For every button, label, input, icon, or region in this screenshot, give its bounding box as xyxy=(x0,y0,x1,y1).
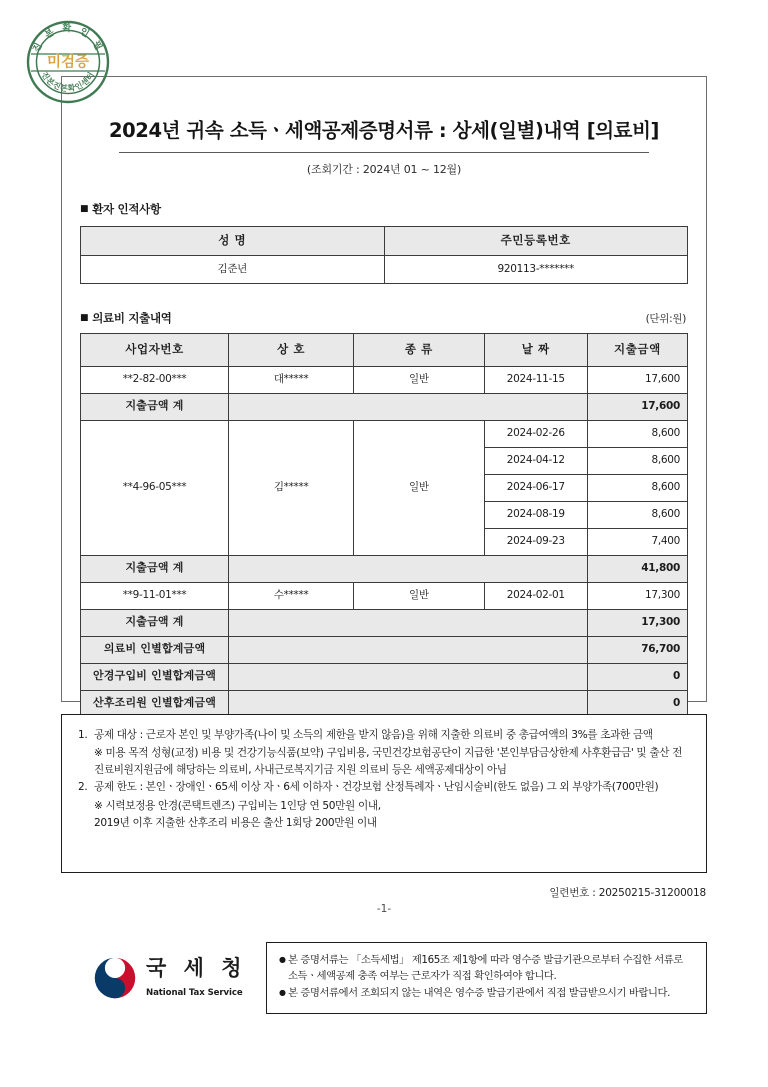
cell-business-name: 김***** xyxy=(229,420,354,555)
footer-note-item xyxy=(279,952,694,985)
stamp-center-text: 미검증 xyxy=(46,54,90,71)
expense-section-heading xyxy=(80,310,172,326)
patient-section-heading xyxy=(80,201,706,217)
grand-total-label: 의료비 인별합계금액 xyxy=(81,636,229,663)
bullet-icon: ● xyxy=(279,987,286,997)
document-panel xyxy=(61,76,707,710)
medical-expense-table xyxy=(80,333,688,718)
nts-logo xyxy=(61,956,266,1000)
taegeuk-icon xyxy=(93,956,137,1000)
grand-total-amount: 0 xyxy=(587,663,687,690)
subtotal-row xyxy=(81,609,688,636)
cell-business-name: 수***** xyxy=(229,582,354,609)
table-row xyxy=(81,366,688,393)
expense-section-header-row xyxy=(80,310,686,326)
cell-business-number: **9-11-01*** xyxy=(81,582,229,609)
subtotal-label: 지출금액 계 xyxy=(81,555,229,582)
table-row xyxy=(81,420,688,447)
cell-business-number: **4-96-05*** xyxy=(81,420,229,555)
footer xyxy=(61,936,707,1020)
nts-logo-english: National Tax Service xyxy=(146,987,243,998)
medical-expense-table-body xyxy=(81,366,688,717)
title-block xyxy=(62,115,706,177)
patient-info-table xyxy=(80,226,688,284)
column-header-name: 성 명 xyxy=(81,227,385,256)
grand-total-row xyxy=(81,636,688,663)
patient-section-heading-label: 환자 인적사항 xyxy=(92,202,161,216)
cell-business-name: 대***** xyxy=(229,366,354,393)
column-header-resident-id: 주민등록번호 xyxy=(384,227,688,256)
grand-total-spacer xyxy=(229,636,588,663)
footer-note-box xyxy=(266,942,707,1014)
subtotal-amount: 17,600 xyxy=(587,393,687,420)
section-bullet-icon: ■ xyxy=(80,312,89,323)
grand-total-label: 안경구입비 인별합계금액 xyxy=(81,663,229,690)
authenticity-stamp xyxy=(24,18,112,106)
cell-date: 2024-08-19 xyxy=(484,501,587,528)
stamp-top-arc-text: 진 본 확 인 필 xyxy=(30,23,106,55)
cell-amount: 17,300 xyxy=(587,582,687,609)
document-period-subtitle: (조회기간 : 2024년 01 ~ 12월) xyxy=(306,163,462,176)
section-bullet-icon: ■ xyxy=(80,204,89,214)
cell-amount: 8,600 xyxy=(587,474,687,501)
serial-number: 일련번호 : 20250215-31200018 xyxy=(549,887,706,899)
cell-date: 2024-02-01 xyxy=(484,582,587,609)
table-row xyxy=(81,255,688,283)
table-row xyxy=(81,582,688,609)
footer-note-text: 본 증명서류는 「소득세법」 제165조 제1항에 따라 영수증 발급기관으로부터 수집한 서류로 소득ㆍ세액공제 충족 여부는 근로자가 직접 확인하여야 합니다. xyxy=(288,954,683,983)
table-header-row xyxy=(81,333,688,366)
subtotal-row xyxy=(81,393,688,420)
cell-date: 2024-09-23 xyxy=(484,528,587,555)
note-text: 공제 한도 : 본인ㆍ장애인ㆍ65세 이상 자ㆍ6세 이하자ㆍ건강보험 산정특례자ㆍ난임시술비(한도 없음) 그 외 부양가족(700만원) xyxy=(94,781,659,794)
cell-date: 2024-02-26 xyxy=(484,420,587,447)
svg-text:진본진본확인센터 xyxy=(40,70,97,94)
currency-unit-note: (단위:원) xyxy=(645,312,686,325)
cell-type: 일반 xyxy=(354,420,485,555)
grand-total-row xyxy=(81,690,688,717)
subtotal-label: 지출금액 계 xyxy=(81,393,229,420)
column-header-business-number: 사업자번호 xyxy=(81,333,229,366)
grand-total-amount: 76,700 xyxy=(587,636,687,663)
patient-resident-id-value: 920113-******* xyxy=(384,255,688,283)
column-header-type: 종 류 xyxy=(354,333,485,366)
grand-total-amount: 0 xyxy=(587,690,687,717)
note-text: 공제 대상 : 근로자 본인 및 부양가족(나이 및 소득의 제한을 받지 않음)을 위해 지출한 의료비 중 총급여액의 3%를 초과한 금액 xyxy=(94,729,653,741)
table-header-row xyxy=(81,227,688,256)
subtotal-amount: 41,800 xyxy=(587,555,687,582)
page-title: 2024년 귀속 소득ㆍ세액공제증명서류 : 상세(일별)내역 [의료비] xyxy=(108,119,660,142)
cell-type: 일반 xyxy=(354,582,485,609)
cell-amount: 7,400 xyxy=(587,528,687,555)
column-header-amount: 지출금액 xyxy=(587,333,687,366)
deduction-notes-box xyxy=(61,714,707,873)
svg-text:진 본 확 인 필 xyxy=(30,22,106,54)
title-divider xyxy=(119,152,649,153)
stamp-bottom-arc-text: 진본진본확인센터 xyxy=(39,70,97,94)
cell-date: 2024-11-15 xyxy=(484,366,587,393)
cell-amount: 8,600 xyxy=(587,420,687,447)
cell-date: 2024-04-12 xyxy=(484,447,587,474)
subtotal-amount: 17,300 xyxy=(587,609,687,636)
nts-logo-text xyxy=(146,957,266,998)
cell-business-number: **2-82-00*** xyxy=(81,366,229,393)
note-subtext: ※ 미용 목적 성형(교정) 비용 및 건강기능식품(보약) 구입비용, 국민건강보험공단이 지급한 '본인부담금상한제 사후환급금' 및 출산 전 진료비원지원금에 해당하는 의료비, 사내근로복지기금 지원 의료비 등은 세액공제대상이 아님 xyxy=(94,747,682,777)
subtotal-label: 지출금액 계 xyxy=(81,609,229,636)
footer-note-item xyxy=(279,985,694,1001)
patient-name-value: 김준년 xyxy=(81,255,385,283)
footer-note-text: 본 증명서류에서 조회되지 않는 내역은 영수증 발급기관에서 직접 발급받으시기 바랍니다. xyxy=(288,986,670,999)
grand-total-label: 산후조리원 인별합계금액 xyxy=(81,690,229,717)
expense-section-heading-label: 의료비 지출내역 xyxy=(92,310,172,325)
bullet-icon: ● xyxy=(279,955,286,964)
subtotal-spacer xyxy=(229,393,588,420)
note-number: 2. xyxy=(78,781,88,794)
note-subtext: ※ 시력보정용 안경(콘택트렌즈) 구입비는 1인당 연 50만원 이내, 2019년 이후 지출한 산후조리 비용은 출산 1회당 200만원 이내 xyxy=(94,799,381,829)
nts-logo-korean: 국 세 청 xyxy=(146,956,247,981)
grand-total-row xyxy=(81,663,688,690)
note-number: 1. xyxy=(78,729,88,741)
footer-note-list xyxy=(279,952,694,1001)
note-item xyxy=(78,779,690,796)
subtotal-spacer xyxy=(229,609,588,636)
subtotal-row xyxy=(81,555,688,582)
grand-total-spacer xyxy=(229,690,588,717)
note-item xyxy=(78,727,690,744)
column-header-date: 날 짜 xyxy=(484,333,587,366)
page-number: -1- xyxy=(376,903,392,915)
subtotal-spacer xyxy=(229,555,588,582)
cell-date: 2024-06-17 xyxy=(484,474,587,501)
cell-type: 일반 xyxy=(354,366,485,393)
cell-amount: 8,600 xyxy=(587,447,687,474)
deduction-notes-list xyxy=(78,727,690,832)
cell-amount: 8,600 xyxy=(587,501,687,528)
grand-total-spacer xyxy=(229,663,588,690)
column-header-business-name: 상 호 xyxy=(229,333,354,366)
cell-amount: 17,600 xyxy=(587,366,687,393)
